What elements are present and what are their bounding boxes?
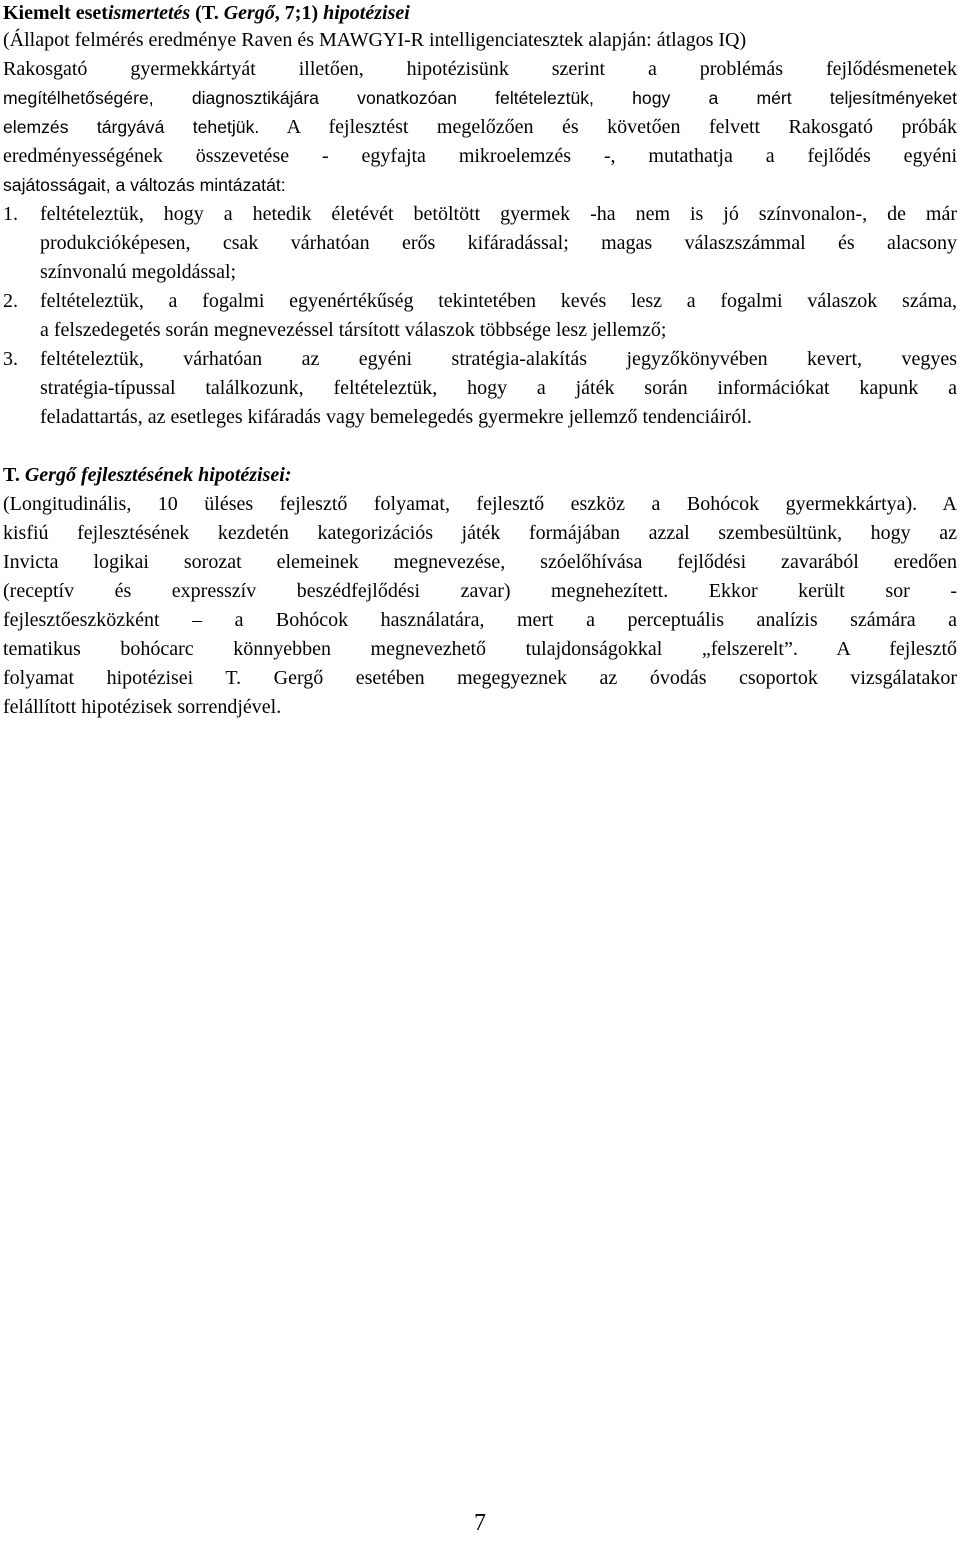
para1-line4 xyxy=(3,113,957,141)
case-heading-part1: Kiemelt eset xyxy=(3,2,108,24)
case-heading-part4: Gergő xyxy=(223,2,275,24)
para1-line3: megítélhetőségére, diagnosztikájára vonatkozóan feltételeztük, hogy a mért teljesítményeket xyxy=(3,88,957,108)
case-heading-part5: , 7;1) xyxy=(274,2,324,24)
list-item-3-line1: feltételeztük, várhatóan az egyéni stratégia-alakítás jegyzőkönyvében kevert, vegyes xyxy=(40,348,957,370)
para2-line7: folyamat hipotézisei T. Gergő esetében megegyeznek az óvodás csoportok vizsgálatakor xyxy=(3,667,957,689)
para1-line4a: elemzés tárgyává tehetjük. xyxy=(3,117,260,137)
list-item-1-line2: produkcióképesen, csak várhatóan erős kifáradással; magas válaszszámmal és alacsony xyxy=(40,232,957,254)
list-item-3-number: 3. xyxy=(3,348,18,370)
para2-line4: (receptív és expresszív beszédfejlődési zavar) megnehezített. Ekkor került sor - xyxy=(3,580,957,602)
para2-line8: felállított hipotézisek sorrendjével. xyxy=(3,696,282,718)
development-heading xyxy=(3,461,957,489)
para1-line1: (Állapot felmérés eredménye Raven és MAWGYI-R intelligenciatesztek alapján: átlagos IQ) xyxy=(3,29,747,51)
list-item-2-number: 2. xyxy=(3,290,18,312)
case-heading-part3: (T. xyxy=(190,2,224,24)
para2-line1: (Longitudinális, 10 üléses fejlesztő folyamat, fejlesztő eszköz a Bohócok gyermekkártya). A xyxy=(3,493,957,515)
list-item-3-line2: stratégia-típussal találkozunk, feltételeztük, hogy a játék során információkat kapunk a xyxy=(40,377,957,399)
development-heading-part3: ejlesztésének hipotézisei: xyxy=(87,464,292,486)
para1-line6: sajátosságait, a változás mintázatát: xyxy=(3,175,286,195)
development-heading-part1: T. xyxy=(3,464,25,486)
case-heading-part2: ismertetés xyxy=(107,2,191,24)
list-item-2-line1: feltételeztük, a fogalmi egyenértékűség tekintetében kevés lesz a fogalmi válaszok száma, xyxy=(40,290,957,312)
list-item-1-line1: feltételeztük, hogy a hetedik életévét betöltött gyermek -ha nem is jó színvonalon-, de már xyxy=(40,203,957,225)
para2-line5: fejlesztőeszközként – a Bohócok használatára, mert a perceptuális analízis számára a xyxy=(3,609,957,631)
case-heading xyxy=(3,0,957,27)
page-number: 7 xyxy=(474,1510,486,1536)
list-item-1-number: 1. xyxy=(3,203,18,225)
case-heading-part6: hipotézisei xyxy=(323,2,410,24)
development-heading-part2: Gergő f xyxy=(24,464,88,486)
para2-line6: tematikus bohócarc könnyebben megnevezhető tulajdonságokkal „felszerelt”. A fejlesztő xyxy=(3,638,957,660)
list-item-1-line3: színvonalú megoldással; xyxy=(40,261,237,283)
para1-line4b: A fejlesztést megelőzően és követően felvett Rakosgató próbák xyxy=(259,116,958,138)
list-item-2-line2: a felszedegetés során megnevezéssel társított válaszok többsége lesz jellemző; xyxy=(40,319,667,341)
para2-line2: kisfiú fejlesztésének kezdetén kategorizációs játék formájában azzal szembesültünk, hogy az xyxy=(3,522,957,544)
list-item-3-line3: feladattartás, az esetleges kifáradás vagy bemelegedés gyermekre jellemző tendenciáiról. xyxy=(40,406,752,428)
para2-line3: Invicta logikai sorozat elemeinek megnevezése, szóelőhívása fejlődési zavarából eredően xyxy=(3,551,957,573)
para1-line5: eredményességének összevetése - egyfajta mikroelemzés -, mutathatja a fejlődés egyéni xyxy=(3,145,957,167)
para1-line2: Rakosgató gyermekkártyát illetően, hipotézisünk szerint a problémás fejlődésmenetek xyxy=(3,58,957,80)
